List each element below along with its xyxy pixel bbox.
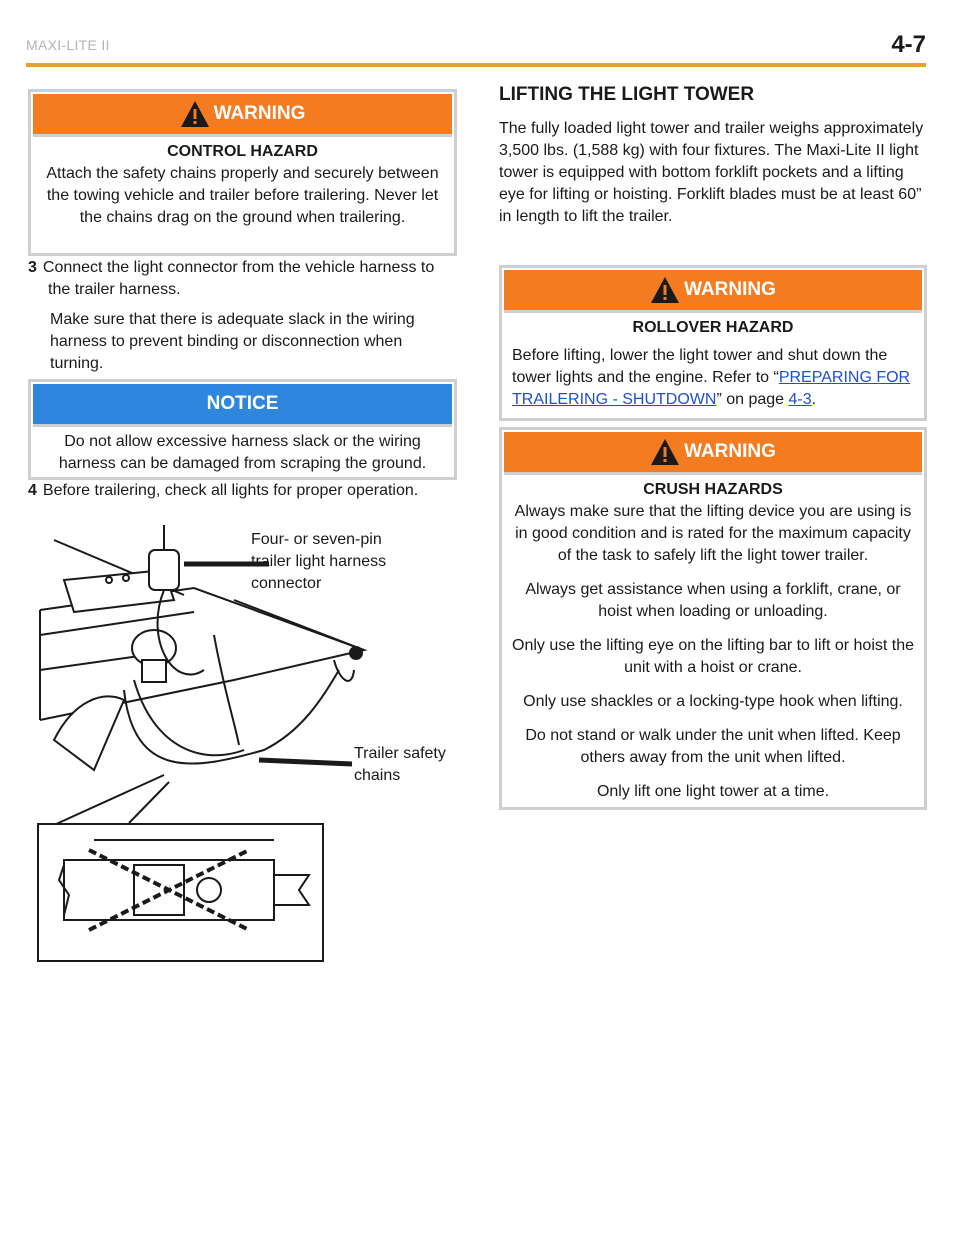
notice-box (28, 379, 457, 480)
control-hazard-warning (28, 89, 457, 256)
warning-banner (504, 432, 922, 472)
step-3 (28, 257, 458, 375)
warning-banner (33, 94, 452, 134)
warning-body (504, 310, 922, 417)
section-title: LIFTING THE LIGHT TOWER (499, 84, 755, 105)
warning-paragraph: Only lift one light tower at a time. (596, 783, 830, 800)
warning-paragraph: Do not stand or walk under the unit when lifted. Keep others away from the unit when lifted. (525, 727, 901, 766)
warning-text-part: ” on page (716, 391, 789, 408)
rollover-hazard-warning (499, 265, 927, 421)
step-number: 4 (28, 482, 37, 499)
header-rule (26, 63, 926, 67)
warning-paragraph: Only use the lifting eye on the lifting bar to lift or hoist the unit with a hoist or crane. (512, 637, 914, 676)
warning-triangle-icon (180, 100, 210, 128)
notice-label: NOTICE (206, 393, 279, 414)
warning-label: WARNING (213, 103, 306, 124)
document-product-name: MAXI-LITE II (26, 37, 110, 53)
warning-triangle-icon (650, 276, 680, 304)
warning-title: ROLLOVER HAZARD (632, 319, 794, 336)
warning-text (512, 345, 914, 411)
warning-label: WARNING (684, 441, 776, 462)
section-intro: The fully loaded light tower and trailer weighs approximately 3,500 lbs. (1,588 kg) with four fixtures. The Maxi-Lite II light tower is equipped with bottom forklift pockets and a lifting eye for lifting or hoisting. Forklift blades must be at least 60” in length to lift the trailer. (499, 120, 924, 225)
warning-text-part: Before lifting, lower the light tower and shut down the tower lights and the engine. Refer to “ (512, 347, 888, 386)
warning-label: WARNING (684, 279, 776, 300)
notice-body: Do not allow excessive harness slack or the wiring harness can be damaged from scraping the ground. (33, 424, 452, 481)
warning-title: CONTROL HAZARD (167, 143, 318, 160)
step-4 (28, 480, 468, 502)
step-text: Connect the light connector from the vehicle harness to the trailer harness. (42, 259, 435, 298)
connector-callout: Four- or seven-pin trailer light harness connector (251, 531, 387, 592)
warning-body (33, 134, 452, 235)
warning-triangle-icon (650, 438, 680, 466)
step-text: Before trailering, check all lights for proper operation. (42, 482, 419, 499)
step-number: 3 (28, 259, 37, 276)
page-4-3-link[interactable]: 4-3 (788, 391, 812, 408)
warning-paragraph: Always make sure that the lifting device you are using is in good condition and is rated for the maximum capacity of the task to safely lift the light tower trailer. (514, 503, 912, 564)
safety-chains-callout: Trailer safety chains (354, 745, 446, 784)
crush-hazards-warning (499, 427, 927, 810)
warning-paragraph: Only use shackles or a locking-type hook when lifting. (523, 693, 903, 710)
warning-text-part: . (811, 391, 817, 408)
warning-title: CRUSH HAZARDS (643, 481, 783, 498)
step-note: Make sure that there is adequate slack in the wiring harness to prevent binding or disconnection when turning. (50, 311, 415, 372)
notice-banner (33, 384, 452, 424)
warning-paragraph: Always get assistance when using a forklift, crane, or hoist when loading or unloading. (525, 581, 901, 620)
page-number: 4-7 (891, 31, 926, 58)
preparing-for-trailering-link[interactable]: PREPARING FOR TRAILERING - SHUTDOWN (512, 369, 911, 408)
warning-body (504, 472, 922, 809)
warning-text: Attach the safety chains properly and securely between the towing vehicle and trailer before trailering. Never let the chains drag on the ground when trailering. (46, 165, 439, 226)
warning-banner (504, 270, 922, 310)
